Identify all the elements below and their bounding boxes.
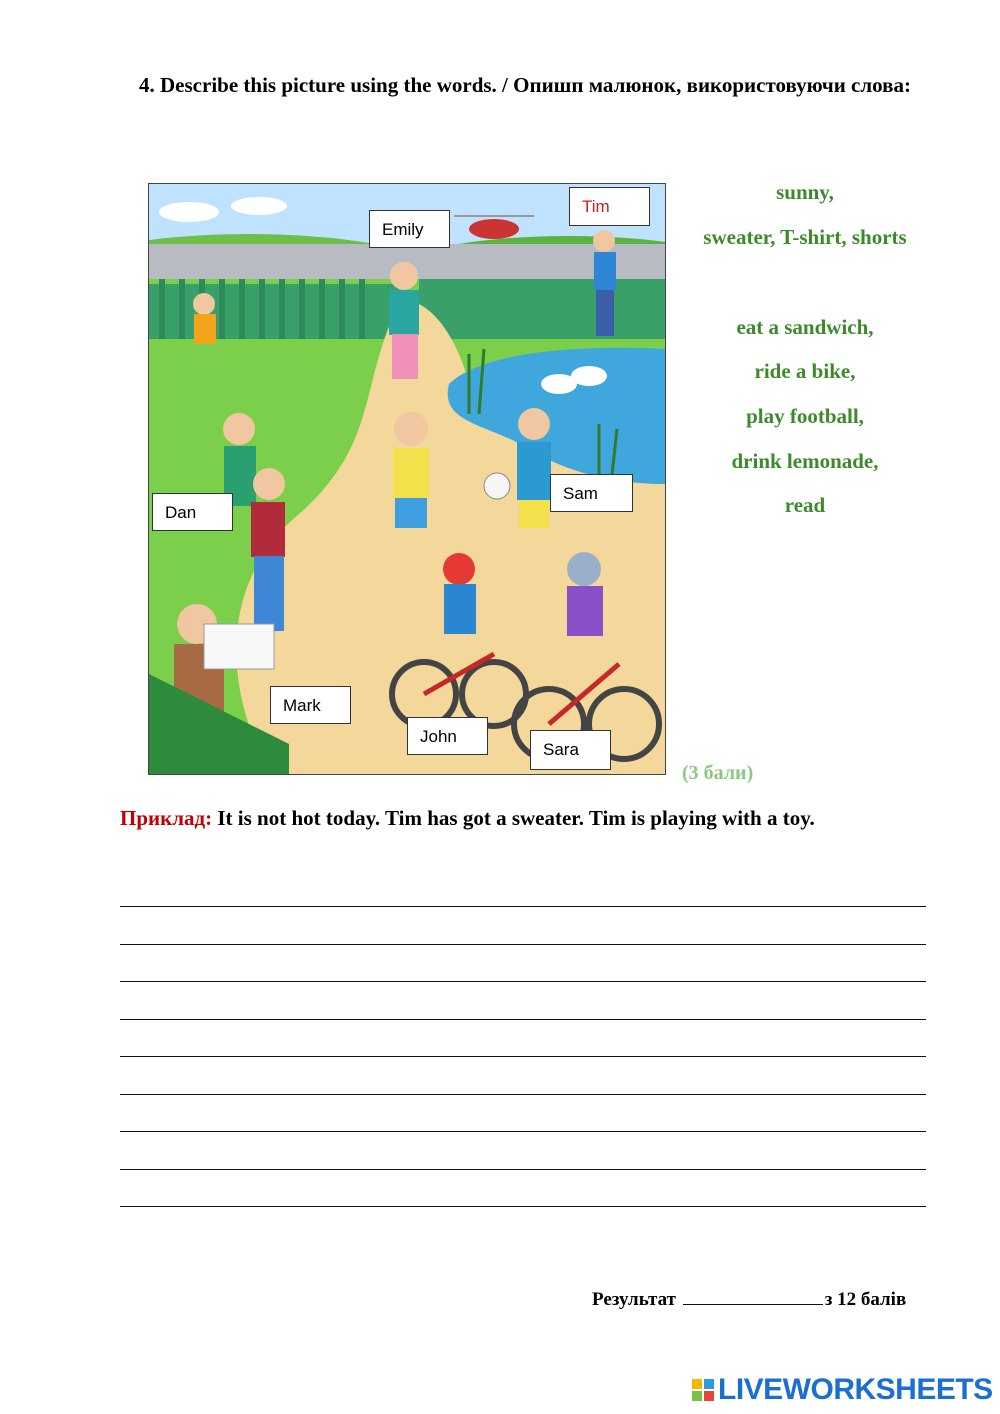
result-line	[592, 1288, 906, 1311]
answer-line[interactable]	[120, 981, 926, 982]
word-bank-item: play football,	[746, 404, 864, 428]
liveworksheets-logo-icon	[692, 1379, 714, 1401]
example-sentence	[120, 806, 815, 831]
answer-line[interactable]	[120, 1056, 926, 1057]
result-score-field[interactable]	[683, 1288, 823, 1305]
label-sara: Sara	[530, 730, 611, 770]
answer-line[interactable]	[120, 1019, 926, 1020]
label-dan: Dan	[152, 493, 233, 531]
word-bank-item: drink lemonade,	[731, 449, 879, 473]
label-mark: Mark	[270, 686, 351, 724]
word-bank-item: ride a bike,	[754, 359, 856, 383]
result-suffix: з 12 балів	[824, 1289, 907, 1310]
label-emily: Emily	[369, 210, 450, 248]
word-bank-item: sweater, T-shirt, shorts	[703, 225, 907, 249]
answer-line[interactable]	[120, 1169, 926, 1170]
example-prefix: Приклад:	[120, 806, 213, 830]
park-illustration	[148, 183, 666, 775]
label-john: John	[407, 717, 488, 755]
exercise-title: 4. Describe this picture using the words. / Опишп малюнок, використовуючи слова:	[139, 73, 911, 97]
word-bank-item: read	[784, 493, 826, 517]
brand-name: LIVEWORKSHEETS	[718, 1373, 993, 1406]
liveworksheets-brand[interactable]	[692, 1374, 993, 1406]
answer-line[interactable]	[120, 1094, 926, 1095]
answer-line[interactable]	[120, 1206, 926, 1207]
result-label: Результат	[592, 1289, 676, 1310]
answer-line[interactable]	[120, 906, 926, 907]
word-bank-item: sunny,	[776, 180, 834, 204]
label-tim: Tim	[569, 187, 650, 226]
points-label: (3 бали)	[682, 762, 754, 784]
answer-line[interactable]	[120, 944, 926, 945]
word-bank-item: eat a sandwich,	[736, 315, 874, 339]
example-text: It is not hot today. Tim has got a sweater. Tim is playing with a toy.	[217, 806, 815, 830]
answer-line[interactable]	[120, 1131, 926, 1132]
label-sam: Sam	[550, 474, 633, 512]
